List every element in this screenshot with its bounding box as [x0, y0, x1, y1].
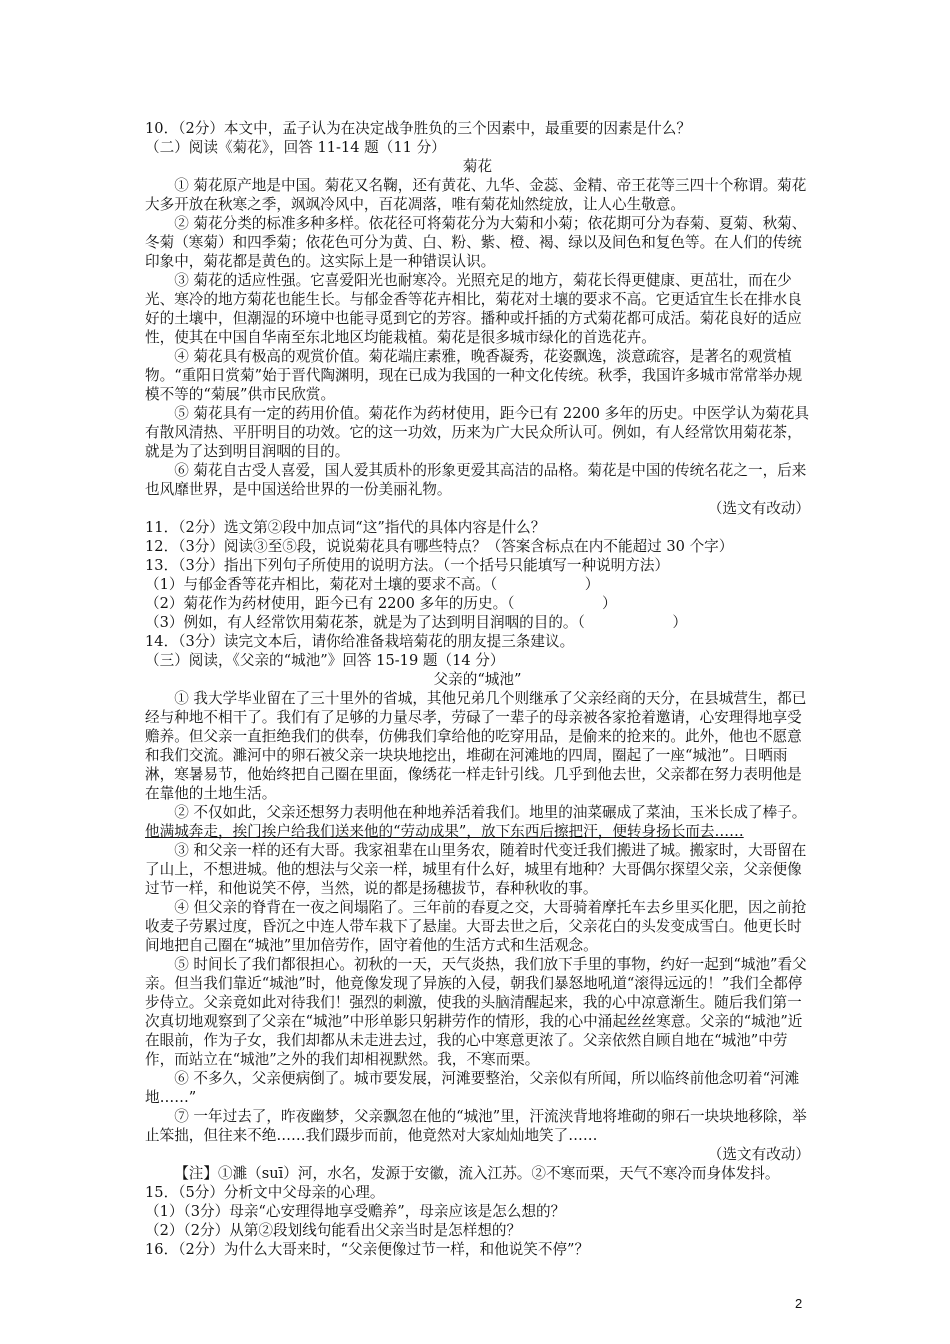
- text-paragraph: 10．（2分）本文中，孟子认为在决定战争胜负的三个因素中，最重要的因素是什么？: [145, 120, 691, 137]
- text-paragraph: ④ 但父亲的脊背在一夜之间塌陷了。三年前的春夏之交，大哥骑着摩托车去乡里买化肥，因之前抢收麦子劳累过度，昏沉之中连人带车栽下了悬崖。大哥去世之后，父亲花白的头发变成雪白。他更长时间地把自己圈在“城池”里加倍劳作，固守着他的生活方式和生活观念。: [145, 899, 807, 954]
- text-paragraph: （1）（3分）母亲“心安理得地享受赡养”，母亲应该是怎么想的？: [145, 1203, 566, 1220]
- text-paragraph: ① 我大学毕业留在了三十里外的省城，其他兄弟几个则继承了父亲经商的天分，在县城营生，都已经与种地不相干了。我们有了足够的力量尽孝，劳碌了一辈子的母亲被各家抢着邀请，心安理得地享受赡养。但父亲一直拒绝我们的供奉，仿佛我们拿给他的吃穿用品，是偷来的抢来的。此外，他也不愿意和我们交流。濉河中的卵石被父亲一块块地挖出，堆砌在河滩地的四周，圈起了一座“城池”。日晒雨淋，寒暑易节，他始终把自己圈在里面，像绣花一样走针引线。几乎到他去世，父亲都在努力表明他是在靠他的土地生活。: [145, 690, 807, 802]
- text-paragraph: 12．（3分）阅读③至⑤段，说说菊花具有哪些特点？（答案含标点在内不能超过 30 个字）: [145, 538, 734, 555]
- text-paragraph: ⑥ 不多久，父亲便病倒了。城市要发展，河滩要整治，父亲似有所闻，所以临终前他念叨着“河滩地……”: [145, 1070, 800, 1106]
- text-paragraph: （二）阅读《菊花》，回答 11-14 题（11 分）: [145, 139, 446, 156]
- text-paragraph: （2）菊花作为药材使用，距今已有 2200 多年的历史。（ ）: [145, 595, 617, 612]
- document-body: [145, 119, 810, 1259]
- text-paragraph: 【注】①濉（suī）河，水名，发源于安徽，流入江苏。②不寒而栗，天气不寒冷而身体发抖。: [174, 1165, 780, 1182]
- text-paragraph: （3）例如，有人经常饮用菊花茶，就是为了达到明目润咽的目的。（ ）: [145, 614, 687, 631]
- text-paragraph: 15．（5分）分析文中父母亲的心理。: [145, 1184, 385, 1201]
- text-paragraph: （选文有改动）: [707, 500, 810, 517]
- text-paragraph: 14．（3分）读完文本后，请你给准备栽培菊花的朋友提三条建议。: [145, 633, 575, 650]
- text-paragraph: ③ 菊花的适应性强。它喜爱阳光也耐寒冷。光照充足的地方，菊花长得更健康、更茁壮，而在少光、寒冷的地方菊花也能生长。与郁金香等花卉相比，菊花对土壤的要求不高。它更适宜生长在排水良好的土壤中，但潮湿的环境中也能寻觅到它的芳容。播种或扦插的方式菊花都可成活。菊花良好的适应性，使其在中国自华南至东北地区均能栽植。菊花是很多城市绿化的首选花卉。: [145, 272, 802, 346]
- text-paragraph: ⑤ 时间长了我们都很担心。初秋的一天，天气炎热，我们放下手里的事物，约好一起到“城池”看父亲。但当我们靠近“城池”时，他竟像发现了异族的入侵，朝我们暴怒地吼道“滚得远远的！”我们全都停步侍立。父亲竟如此对待我们！强烈的刺激，使我的头脑清醒起来，我的心中凉意渐生。随后我们第一次真切地观察到了父亲在“城池”中形单影只躬耕劳作的情形，我的心中涌起丝丝寒意。父亲的“城池”近在眼前，作为子女，我们却都从未走进去过，我的心中寒意更浓了。父亲依然自顾自地在“城池”中劳作，而站立在“城池”之外的我们却相视默然。我，不寒而栗。: [145, 956, 807, 1068]
- text-paragraph: 父亲的“城池”: [433, 671, 522, 688]
- text-paragraph: ③ 和父亲一样的还有大哥。我家祖辈在山里务农，随着时代变迁我们搬进了城。搬家时，大哥留在了山上，不想进城。他的想法与父亲一样，城里有什么好，城里有地种？大哥偶尔探望父亲，父亲便像过节一样，和他说笑不停，当然，说的都是扬穗拔节，春种秋收的事。: [145, 842, 807, 897]
- text-paragraph: 他满城奔走，挨门挨户给我们送来他的“劳动成果”，放下东西后擦把汗，便转身扬长而去……: [145, 823, 744, 840]
- text-paragraph: （选文有改动）: [707, 1146, 810, 1163]
- text-paragraph: ① 菊花原产地是中国。菊花又名鞠，还有黄花、九华、金蕊、金精、帝王花等三四十个称谓。菊花大多开放在秋寒之季，飒飒冷风中，百花凋落，唯有菊花灿然绽放，让人心生敬意。: [145, 177, 807, 213]
- text-paragraph: ⑥ 菊花自古受人喜爱，国人爱其质朴的形象更爱其高洁的品格。菊花是中国的传统名花之一，后来也风靡世界，是中国送给世界的一份美丽礼物。: [145, 462, 807, 498]
- text-paragraph: ⑦ 一年过去了，昨夜幽梦，父亲飘忽在他的“城池”里，汗流浃背地将堆砌的卵石一块块地移除，举止笨拙，但往来不绝……我们蹑步而前，他竟然对大家灿灿地笑了……: [145, 1108, 807, 1144]
- text-paragraph: （1）与郁金香等花卉相比，菊花对土壤的要求不高。（ ）: [145, 576, 600, 593]
- text-paragraph: 11．（2分）选文第②段中加点词“这”指代的具体内容是什么？: [145, 519, 546, 536]
- text-paragraph: （三）阅读，《父亲的“城池”》回答 15-19 题（14 分）: [145, 652, 505, 669]
- text-paragraph: ④ 菊花具有极高的观赏价值。菊花端庄素雅，晚香凝秀，花姿飘逸，淡意疏容，是著名的观赏植物。“重阳日赏菊”始于晋代陶渊明，现在已成为我国的一种文化传统。秋季，我国许多城市常常举办规模不等的“菊展”供市民欣赏。: [145, 348, 803, 403]
- text-paragraph: ② 不仅如此，父亲还想努力表明他在种地养活着我们。地里的油菜碾成了菜油，玉米长成了棒子。: [174, 804, 807, 821]
- text-paragraph: ⑤ 菊花具有一定的药用价值。菊花作为药材使用，距今已有 2200 多年的历史。中医学认为菊花具有散风清热、平肝明目的功效。它的这一功效，历来为广大民众所认可。例如，有人经常饮用菊花茶，就是为了达到明目润咽的目的。: [145, 405, 809, 460]
- text-paragraph: 16．（2分）为什么大哥来时，“父亲便像过节一样，和他说笑不停”？: [145, 1241, 590, 1258]
- text-paragraph: （2）（2分）从第②段划线句能看出父亲当时是怎样想的？: [145, 1222, 522, 1239]
- text-paragraph: ② 菊花分类的标准多种多样。依花径可将菊花分为大菊和小菊；依花期可分为春菊、夏菊、秋菊、冬菊（寒菊）和四季菊；依花色可分为黄、白、粉、紫、橙、褐、绿以及间色和复色等。在人们的传统印象中，菊花都是黄色的。这实际上是一种错误认识。: [145, 215, 807, 270]
- text-paragraph: 13．（3分）指出下列句子所使用的说明方法。（一个括号只能填写一种说明方法）: [145, 557, 670, 574]
- page-number: 2: [795, 1296, 803, 1311]
- text-paragraph: 菊花: [462, 158, 493, 175]
